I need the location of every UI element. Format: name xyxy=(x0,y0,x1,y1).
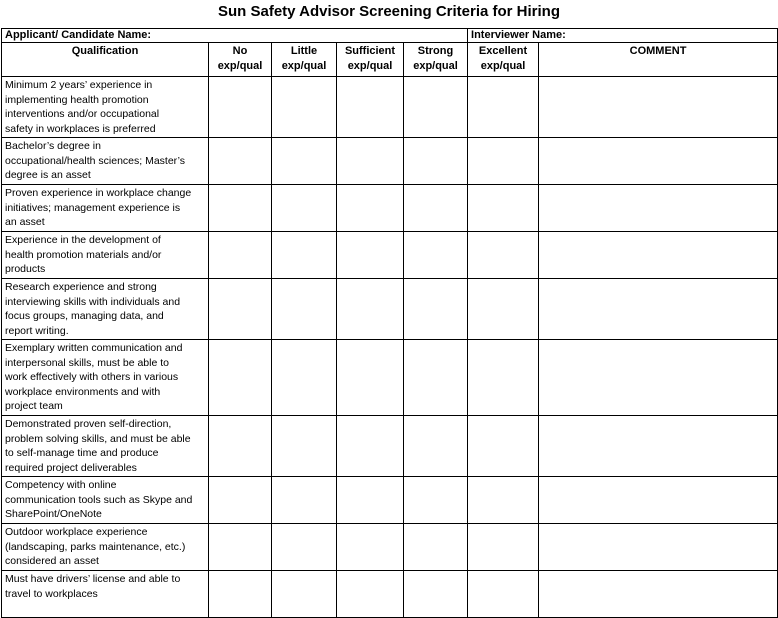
sufficient-exp-sublabel: exp/qual xyxy=(347,60,393,72)
qualification-text-line: project team xyxy=(5,400,63,412)
little-exp-cell[interactable] xyxy=(272,571,337,618)
qualification-text-line: Bachelor’s degree in xyxy=(5,140,101,152)
qualification-row xyxy=(2,77,778,138)
qualification-text-line: workplace environments and with xyxy=(5,385,161,398)
comment-cell[interactable] xyxy=(539,571,778,618)
qualification-text-line: Minimum 2 years’ experience in xyxy=(5,79,153,91)
qualification-row xyxy=(2,416,778,477)
excellent-exp-label: Excellent xyxy=(478,45,528,57)
excellent-exp-cell[interactable] xyxy=(468,279,539,340)
excellent-exp-column-header xyxy=(468,43,539,77)
comment-cell[interactable] xyxy=(539,524,778,571)
screening-criteria-table xyxy=(1,28,778,618)
strong-exp-cell[interactable] xyxy=(404,340,468,416)
little-exp-label: Little xyxy=(290,45,318,57)
no-exp-column-header xyxy=(209,43,272,77)
qualification-text-line: an asset xyxy=(5,216,45,228)
no-exp-cell[interactable] xyxy=(209,340,272,416)
qualification-text-line: Demonstrated proven self-direction, xyxy=(5,418,172,430)
comment-cell[interactable] xyxy=(539,416,778,477)
excellent-exp-cell[interactable] xyxy=(468,232,539,279)
no-exp-cell[interactable] xyxy=(209,185,272,232)
qualification-cell xyxy=(2,279,209,340)
sufficient-exp-cell[interactable] xyxy=(337,340,404,416)
no-exp-cell[interactable] xyxy=(209,232,272,279)
qualification-text-line: travel to workplaces xyxy=(5,587,98,600)
sufficient-exp-column-header xyxy=(337,43,404,77)
no-exp-cell[interactable] xyxy=(209,138,272,185)
no-exp-cell[interactable] xyxy=(209,524,272,571)
qualification-text-line: communication tools such as Skype and xyxy=(5,493,193,506)
little-exp-cell[interactable] xyxy=(272,340,337,416)
qualification-text-line: to self-manage time and produce xyxy=(5,447,159,459)
comment-cell[interactable] xyxy=(539,477,778,524)
qualification-row xyxy=(2,571,778,618)
qualification-cell xyxy=(2,340,209,416)
little-exp-cell[interactable] xyxy=(272,279,337,340)
sufficient-exp-cell[interactable] xyxy=(337,232,404,279)
sufficient-exp-cell[interactable] xyxy=(337,524,404,571)
little-exp-cell[interactable] xyxy=(272,77,337,138)
qualification-row xyxy=(2,279,778,340)
qualification-text-line: Exemplary written communication and xyxy=(5,342,183,354)
qualification-cell xyxy=(2,571,209,618)
qualification-row xyxy=(2,185,778,232)
qualification-text-line: degree is an asset xyxy=(5,169,91,181)
sufficient-exp-cell[interactable] xyxy=(337,138,404,185)
little-exp-cell[interactable] xyxy=(272,138,337,185)
qualification-text-line: required project deliverables xyxy=(5,461,137,474)
name-header-row xyxy=(2,29,778,43)
sufficient-exp-cell[interactable] xyxy=(337,279,404,340)
excellent-exp-cell[interactable] xyxy=(468,138,539,185)
sufficient-exp-label: Sufficient xyxy=(344,45,396,57)
excellent-exp-cell[interactable] xyxy=(468,340,539,416)
qualification-text-line: work effectively with others in various xyxy=(5,371,179,383)
strong-exp-cell[interactable] xyxy=(404,571,468,618)
no-exp-cell[interactable] xyxy=(209,477,272,524)
no-exp-cell[interactable] xyxy=(209,77,272,138)
excellent-exp-cell[interactable] xyxy=(468,571,539,618)
qualification-text-line: Competency with online xyxy=(5,479,117,491)
qualification-text-line: considered an asset xyxy=(5,555,99,567)
qualification-text-line: Research experience and strong xyxy=(5,281,157,293)
qualification-text-line: interviewing skills with individuals and xyxy=(5,295,181,308)
qualification-cell xyxy=(2,232,209,279)
strong-exp-cell[interactable] xyxy=(404,232,468,279)
sufficient-exp-cell[interactable] xyxy=(337,477,404,524)
no-exp-cell[interactable] xyxy=(209,416,272,477)
qualification-text-line: (landscaping, parks maintenance, etc.) xyxy=(5,540,186,553)
column-header-row xyxy=(2,43,778,77)
strong-exp-cell[interactable] xyxy=(404,185,468,232)
sufficient-exp-cell[interactable] xyxy=(337,571,404,618)
qualification-text-line: initiatives; management experience is xyxy=(5,201,181,214)
little-exp-sublabel: exp/qual xyxy=(281,60,327,72)
little-exp-cell[interactable] xyxy=(272,185,337,232)
qualification-text-line: occupational/health sciences; Master’s xyxy=(5,154,185,167)
qualification-row xyxy=(2,138,778,185)
little-exp-cell[interactable] xyxy=(272,232,337,279)
qualification-text-line: implementing health promotion xyxy=(5,93,149,106)
qualification-row xyxy=(2,232,778,279)
no-exp-sublabel: exp/qual xyxy=(217,60,263,72)
qualification-text-line: Proven experience in workplace change xyxy=(5,187,192,199)
qualification-text-line: health promotion materials and/or xyxy=(5,248,162,261)
qualification-text-line: problem solving skills, and must be able xyxy=(5,432,191,445)
no-exp-label: No xyxy=(232,45,248,57)
excellent-exp-sublabel: exp/qual xyxy=(480,60,526,72)
comment-cell[interactable] xyxy=(539,232,778,279)
qualification-text-line: Experience in the development of xyxy=(5,234,161,246)
strong-exp-cell[interactable] xyxy=(404,279,468,340)
comment-cell[interactable] xyxy=(539,340,778,416)
strong-exp-cell[interactable] xyxy=(404,416,468,477)
little-exp-cell[interactable] xyxy=(272,477,337,524)
qualification-cell xyxy=(2,138,209,185)
comment-cell[interactable] xyxy=(539,138,778,185)
page-title: Sun Safety Advisor Screening Criteria for Hiring xyxy=(217,3,561,20)
strong-exp-label: Strong xyxy=(417,45,454,57)
sufficient-exp-cell[interactable] xyxy=(337,185,404,232)
no-exp-cell[interactable] xyxy=(209,279,272,340)
comment-cell[interactable] xyxy=(539,77,778,138)
qualification-text-line: report writing. xyxy=(5,324,69,337)
qualification-text-line: focus groups, managing data, and xyxy=(5,310,164,322)
qualification-cell xyxy=(2,77,209,138)
qualification-row xyxy=(2,524,778,571)
qualification-column-header: Qualification xyxy=(2,43,209,77)
qualification-text-line: interventions and/or occupational xyxy=(5,108,160,120)
strong-exp-sublabel: exp/qual xyxy=(413,60,458,72)
qualification-cell xyxy=(2,477,209,524)
strong-exp-cell[interactable] xyxy=(404,524,468,571)
strong-exp-cell[interactable] xyxy=(404,77,468,138)
comment-cell[interactable] xyxy=(539,185,778,232)
qualification-text-line: products xyxy=(5,263,46,275)
little-exp-column-header xyxy=(272,43,337,77)
interviewer-name-field[interactable]: Interviewer Name: xyxy=(468,29,778,43)
qualification-row xyxy=(2,340,778,416)
sufficient-exp-cell[interactable] xyxy=(337,77,404,138)
little-exp-cell[interactable] xyxy=(272,524,337,571)
qualification-row xyxy=(2,477,778,524)
little-exp-cell[interactable] xyxy=(272,416,337,477)
no-exp-cell[interactable] xyxy=(209,571,272,618)
qualification-text-line: SharePoint/OneNote xyxy=(5,508,102,520)
qualification-text-line: safety in workplaces is preferred xyxy=(5,122,156,135)
applicant-name-field[interactable]: Applicant/ Candidate Name: xyxy=(2,29,468,43)
qualification-text-line: Outdoor workplace experience xyxy=(5,526,148,538)
excellent-exp-cell[interactable] xyxy=(468,416,539,477)
qualification-text-line: interpersonal skills, must be able to xyxy=(5,356,169,369)
qualification-cell xyxy=(2,185,209,232)
qualification-cell xyxy=(2,524,209,571)
qualification-text-line: Must have drivers’ license and able to xyxy=(5,573,181,585)
excellent-exp-cell[interactable] xyxy=(468,77,539,138)
sufficient-exp-cell[interactable] xyxy=(337,416,404,477)
comment-column-header: COMMENT xyxy=(539,43,778,77)
strong-exp-column-header xyxy=(404,43,468,77)
strong-exp-cell[interactable] xyxy=(404,138,468,185)
comment-cell[interactable] xyxy=(539,279,778,340)
excellent-exp-cell[interactable] xyxy=(468,185,539,232)
excellent-exp-cell[interactable] xyxy=(468,524,539,571)
qualification-cell xyxy=(2,416,209,477)
strong-exp-cell[interactable] xyxy=(404,477,468,524)
excellent-exp-cell[interactable] xyxy=(468,477,539,524)
